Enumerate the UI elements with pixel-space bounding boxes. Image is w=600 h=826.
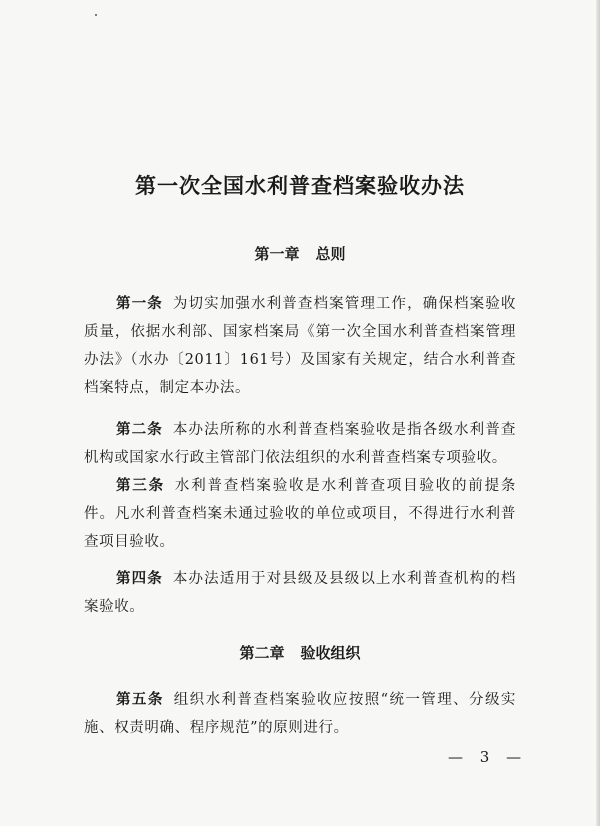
article-lead: 第一条 (116, 296, 163, 312)
scan-speck (95, 14, 97, 16)
page-number: — 3 — (448, 748, 528, 766)
chapter-number: 第一章 (254, 245, 300, 263)
chapter-title: 总则 (315, 245, 346, 263)
article-lead: 第五条 (116, 692, 164, 708)
article-1 (84, 290, 516, 402)
document-title: 第一次全国水利普查档案验收办法 (135, 174, 465, 198)
article-lead: 第三条 (116, 478, 165, 494)
article-3 (84, 472, 516, 556)
article-lead: 第四条 (116, 571, 163, 587)
article-text: 本办法所称的水利普查档案验收是指各级水利普查机构或国家水行政主管部门依法组织的水利普查档案专项验收。 (84, 422, 516, 466)
article-lead: 第二条 (116, 422, 163, 438)
chapter-number: 第二章 (239, 644, 285, 662)
scan-edge-shadow (596, 0, 600, 826)
article-text: 本办法适用于对县级及县级以上水利普查机构的档案验收。 (84, 571, 516, 615)
chapter-title: 验收组织 (300, 644, 361, 662)
article-text: 水利普查档案验收是水利普查项目验收的前提条件。凡水利普查档案未通过验收的单位或项目，不得进行水利普查项目验收。 (84, 478, 516, 550)
article-text: 组织水利普查档案验收应按照“统一管理、分级实施、权责明确、程序规范”的原则进行。 (84, 692, 516, 736)
chapter-heading-1 (0, 243, 600, 264)
article-5 (84, 686, 516, 742)
article-2 (84, 416, 516, 472)
article-4 (84, 565, 516, 621)
chapter-heading-2 (0, 642, 600, 663)
article-text: 为切实加强水利普查档案管理工作，确保档案验收质量，依据水利部、国家档案局《第一次全国水利普查档案管理办法》（水办〔2011〕161号）及国家有关规定，结合水利普查档案特点，制定本办法。 (84, 296, 516, 396)
